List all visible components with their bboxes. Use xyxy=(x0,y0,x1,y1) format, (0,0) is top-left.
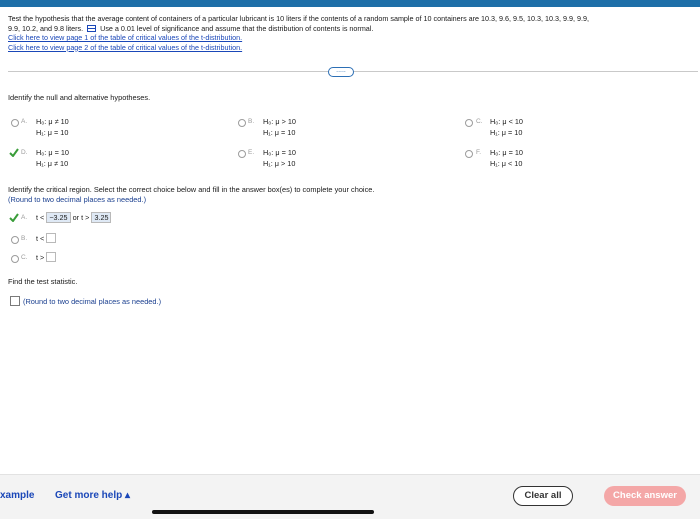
option-letter: A. xyxy=(21,214,28,221)
null-hypothesis: H₀: μ = 10 xyxy=(490,148,523,157)
radio-option-c[interactable] xyxy=(465,119,473,127)
hypothesis-option-a[interactable] xyxy=(36,116,69,138)
problem-line-1: Test the hypothesis that the average content of containers of a particular lubricant is 10 liters if the contents of a random sample of 10 containers are 10.3, 9.6, 9.5, 10.3, 10.3, 9.9, 9.9, xyxy=(8,14,589,23)
or-t-greater-label: or t > xyxy=(72,213,90,222)
data-table-icon[interactable] xyxy=(87,25,96,32)
null-hypothesis: H₀: μ = 10 xyxy=(263,148,296,157)
option-letter: D. xyxy=(21,149,28,156)
expand-more-button[interactable]: ..... xyxy=(328,67,354,77)
problem-line-2 xyxy=(8,24,698,34)
home-indicator xyxy=(152,510,374,514)
correct-check-icon xyxy=(9,148,19,157)
check-answer-button[interactable]: Check answer xyxy=(604,486,686,506)
option-letter: A. xyxy=(21,118,28,125)
test-statistic-row xyxy=(10,296,161,306)
t-less-label: t < xyxy=(36,213,45,222)
null-hypothesis: H₀: μ > 10 xyxy=(263,117,296,126)
answer-input[interactable] xyxy=(46,252,56,262)
t-table-page-2-link[interactable]: Click here to view page 2 of the table of critical values of the t-distribution. xyxy=(8,42,243,52)
option-letter: C. xyxy=(21,254,28,261)
t-less-label: t < xyxy=(36,234,45,243)
null-hypothesis: H₀: μ < 10 xyxy=(490,117,523,126)
t-table-page-1-link[interactable]: Click here to view page 1 of the table of critical values of the t-distribution. xyxy=(8,33,243,42)
option-letter: B. xyxy=(248,118,255,125)
radio-option-b[interactable] xyxy=(238,119,246,127)
radio-option-e[interactable] xyxy=(238,150,246,158)
clear-all-button[interactable]: Clear all xyxy=(513,486,573,506)
question-1-prompt: Identify the null and alternative hypotheses. xyxy=(8,93,151,102)
radio-option-c[interactable] xyxy=(11,255,19,263)
problem-statement xyxy=(8,14,698,52)
upper-critical-value-input[interactable]: 3.25 xyxy=(91,212,111,223)
answer-input[interactable] xyxy=(46,233,56,243)
alt-hypothesis: H₁: μ = 10 xyxy=(490,128,523,137)
question-2-hint: (Round to two decimal places as needed.) xyxy=(8,195,147,204)
null-hypothesis: H₀: μ ≠ 10 xyxy=(36,117,69,126)
radio-option-a[interactable] xyxy=(11,119,19,127)
correct-check-icon xyxy=(9,213,19,222)
critical-region-option-c[interactable] xyxy=(36,252,56,263)
example-link[interactable]: xample xyxy=(0,490,35,501)
question-3-prompt: Find the test statistic. xyxy=(8,277,78,286)
get-more-help-button[interactable]: Get more help ▴ xyxy=(55,490,131,501)
lower-critical-value-input[interactable]: −3.25 xyxy=(46,212,70,223)
alt-hypothesis: H₁: μ = 10 xyxy=(263,128,296,137)
radio-option-f[interactable] xyxy=(465,150,473,158)
critical-region-option-a[interactable] xyxy=(36,212,111,223)
problem-line-2b: Use a 0.01 level of significance and assume that the distribution of contents is normal. xyxy=(100,23,374,33)
null-hypothesis: H₀: μ = 10 xyxy=(36,148,69,157)
critical-region-option-b[interactable] xyxy=(36,233,56,244)
question-2-prompt: Identify the critical region. Select the correct choice below and fill in the answer box(es) to complete your choice. xyxy=(8,185,375,194)
hypothesis-option-f[interactable] xyxy=(490,147,523,169)
alt-hypothesis: H₁: μ = 10 xyxy=(36,128,69,137)
question-3-hint: (Round to two decimal places as needed.) xyxy=(23,297,162,306)
alt-hypothesis: H₁: μ > 10 xyxy=(263,159,296,168)
option-letter: C. xyxy=(476,118,483,125)
hypothesis-option-e[interactable] xyxy=(263,147,296,169)
t-greater-label: t > xyxy=(36,253,45,262)
hypothesis-option-d[interactable] xyxy=(36,147,69,169)
hypothesis-option-b[interactable] xyxy=(263,116,296,138)
top-accent-bar xyxy=(0,0,700,7)
option-letter: F. xyxy=(476,149,482,156)
hypothesis-option-c[interactable] xyxy=(490,116,523,138)
alt-hypothesis: H₁: μ < 10 xyxy=(490,159,523,168)
alt-hypothesis: H₁: μ ≠ 10 xyxy=(36,159,69,168)
radio-option-b[interactable] xyxy=(11,236,19,244)
option-letter: B. xyxy=(21,235,28,242)
option-letter: E. xyxy=(248,149,255,156)
test-statistic-input[interactable] xyxy=(10,296,20,306)
problem-line-2a: 9.9, 10.2, and 9.8 liters. xyxy=(8,23,84,33)
